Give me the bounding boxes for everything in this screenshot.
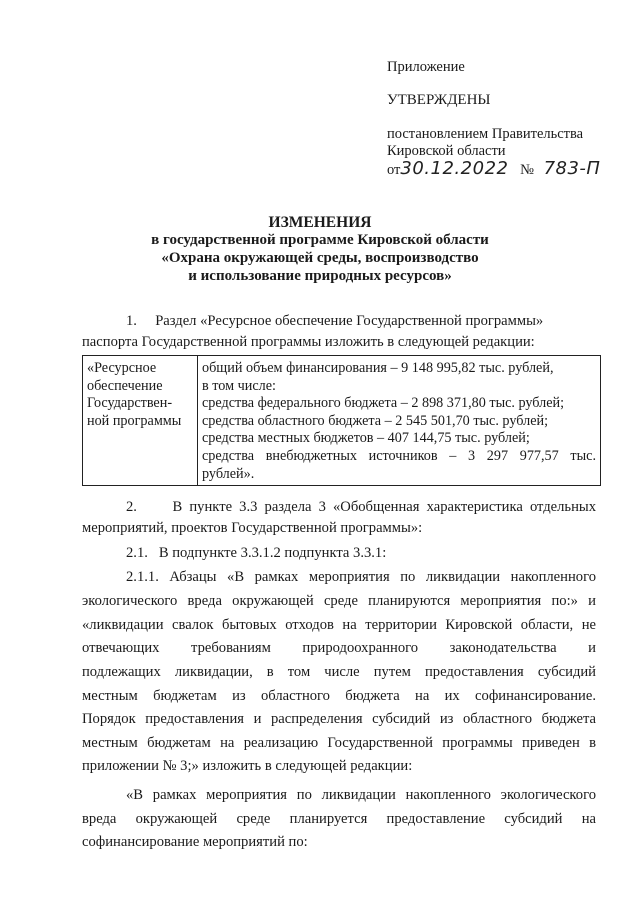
value-line: средства федерального бюджета – 2 898 371,80 тыс. рублей; — [202, 395, 565, 412]
value-line: общий объем финансирования – 9 148 995,82 тыс. рублей, — [202, 360, 554, 376]
number-prefix: № — [520, 162, 534, 178]
decree-line-2: Кировской области — [387, 143, 506, 159]
handwritten-number: 783-П — [543, 158, 601, 179]
new-wording-line: вреда окружающей среде планируется предоставление субсидий на — [82, 811, 596, 827]
section-2-1-1-line: отвечающих требованиям природоохранного законодательства и — [82, 640, 596, 656]
approved-label: УТВЕРЖДЕНЫ — [387, 92, 491, 108]
section-2-1-1-line: Порядок предоставления и распределения субсидий из областного бюджета — [82, 711, 596, 727]
label-line: «Ресурсное — [87, 360, 157, 376]
section-1-line-2: паспорта Государственной программы изложить в следующей редакции: — [82, 334, 535, 350]
resource-table — [82, 355, 601, 486]
section-2-1-1-line: местным бюджетам из областного бюджета на их софинансирование. — [82, 688, 596, 704]
label-line: Государствен- — [87, 395, 173, 412]
appendix-label: Приложение — [387, 59, 465, 75]
section-2-1-1-line: приложении № 3;» изложить в следующей редакции: — [82, 758, 413, 774]
new-wording-line: «В рамках мероприятия по ликвидации накопленного экологического — [126, 787, 596, 803]
section-2-1-1-line: 2.1.1. Абзацы «В рамках мероприятия по ликвидации накопленного — [126, 569, 596, 585]
section-2-1-1-line: местным бюджетам на реализацию Государственной программы приведен в — [82, 735, 596, 751]
handwritten-date: 30.12.2022 — [400, 158, 509, 179]
table-value-cell — [198, 356, 601, 486]
section-2-line-1: 2. В пункте 3.3 раздела 3 «Обобщенная характеристика отдельных — [126, 499, 596, 515]
decree-line-1: постановлением Правительства — [387, 126, 584, 142]
table-label-cell — [83, 356, 198, 486]
value-line: в том числе: — [202, 377, 276, 394]
document-subtitle-line-3: и использование природных ресурсов» — [188, 268, 452, 284]
section-2-1-1-line: подлежащих ликвидации, в том числе путем предоставления субсидий — [82, 664, 596, 680]
value-line: средства внебюджетных источников – 3 297 977,57 тыс. — [202, 447, 596, 464]
value-line: рублей». — [202, 465, 255, 482]
value-line: средства областного бюджета – 2 545 501,70 тыс. рублей; — [202, 412, 549, 429]
value-line: средства местных бюджетов – 407 144,75 тыс. рублей; — [202, 430, 530, 447]
section-2-line-2: мероприятий, проектов Государственной программы»: — [82, 520, 423, 536]
table-row — [83, 356, 601, 486]
label-line: обеспечение — [87, 377, 163, 394]
section-2-1-1-line: экологического вреда окружающей среде планируются мероприятия по:» и — [82, 593, 596, 609]
new-wording-line: софинансирование мероприятий по: — [82, 834, 308, 850]
document-subtitle-line-1: в государственной программе Кировской области — [151, 232, 489, 248]
decree-date-number-line — [387, 158, 600, 179]
date-prefix: от — [387, 162, 401, 178]
label-line: ной программы — [87, 412, 182, 429]
section-2-1-1-line: «ликвидации свалок бытовых отходов на территории Кировской области, не — [82, 617, 596, 633]
section-1-line-1: 1. Раздел «Ресурсное обеспечение Государственной программы» — [126, 313, 544, 329]
document-title: ИЗМЕНЕНИЯ — [268, 214, 372, 231]
section-2-1-line: 2.1. В подпункте 3.3.1.2 подпункта 3.3.1: — [126, 545, 387, 561]
document-subtitle-line-2: «Охрана окружающей среды, воспроизводство — [161, 250, 479, 266]
